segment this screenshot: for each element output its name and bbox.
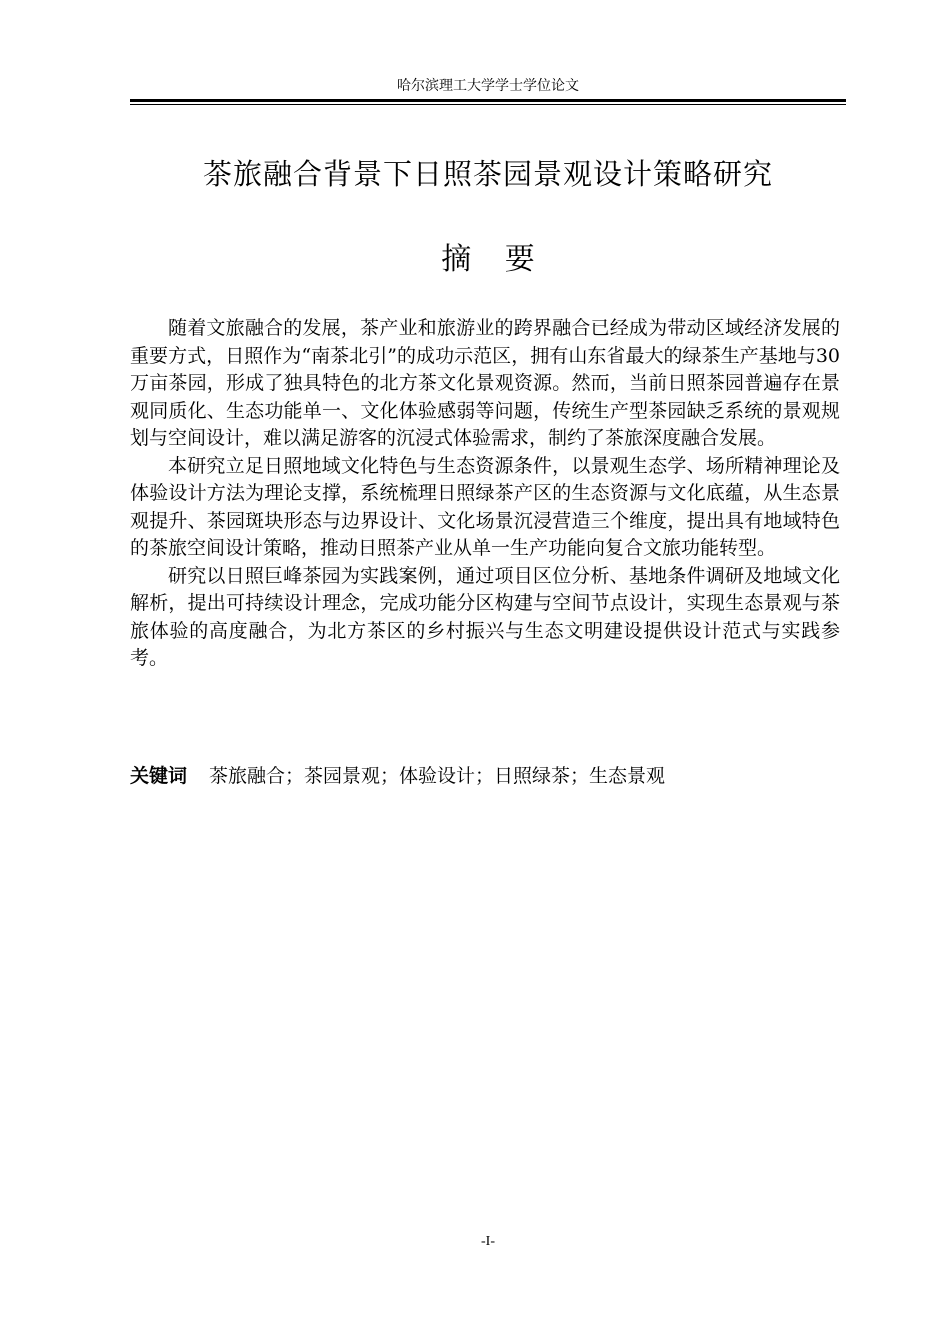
header-rule-thick (130, 99, 846, 102)
keywords-label: 关键词 (130, 765, 188, 787)
abstract-paragraph-1: 随着文旅融合的发展，茶产业和旅游业的跨界融合已经成为带动区域经济发展的重要方式，日照作为“南茶北引”的成功示范区，拥有山东省最大的绿茶生产基地与30万亩茶园，形成了独具特色的北方茶文化景观资源。然而，当前日照茶园普遍存在景观同质化、生态功能单一、文化体验感弱等问题，传统生产型茶园缺乏系统的景观规划与空间设计，难以满足游客的沉浸式体验需求，制约了茶旅深度融合发展。 (130, 317, 840, 449)
keywords-line (130, 762, 846, 790)
thesis-title: 茶旅融合背景下日照茶园景观设计策略研究 (202, 157, 773, 191)
header-rule-thin (130, 104, 846, 105)
abstract-paragraph-2: 本研究立足日照地域文化特色与生态资源条件，以景观生态学、场所精神理论及体验设计方法为理论支撑，系统梳理日照绿茶产区的生态资源与文化底蕴，从生态景观提升、茶园斑块形态与边界设计、文化场景沉浸营造三个维度，提出具有地域特色的茶旅空间设计策略，推动日照茶产业从单一生产功能向复合文旅功能转型。 (130, 454, 840, 559)
abstract-heading: 摘 要 (441, 242, 535, 277)
abstract-body (130, 315, 840, 673)
keywords-list: 茶旅融合；茶园景观；体验设计；日照绿茶；生态景观 (209, 765, 666, 787)
abstract-paragraph-3: 研究以日照巨峰茶园为实践案例，通过项目区位分析、基地条件调研及地域文化解析，提出可持续设计理念，完成功能分区构建与空间节点设计，实现生态景观与茶旅体验的高度融合，为北方茶区的乡村振兴与生态文明建设提供设计范式与实践参考。 (130, 564, 840, 669)
page-number: -I- (481, 1234, 495, 1249)
running-header: 哈尔滨理工大学学士学位论文 (397, 78, 579, 94)
